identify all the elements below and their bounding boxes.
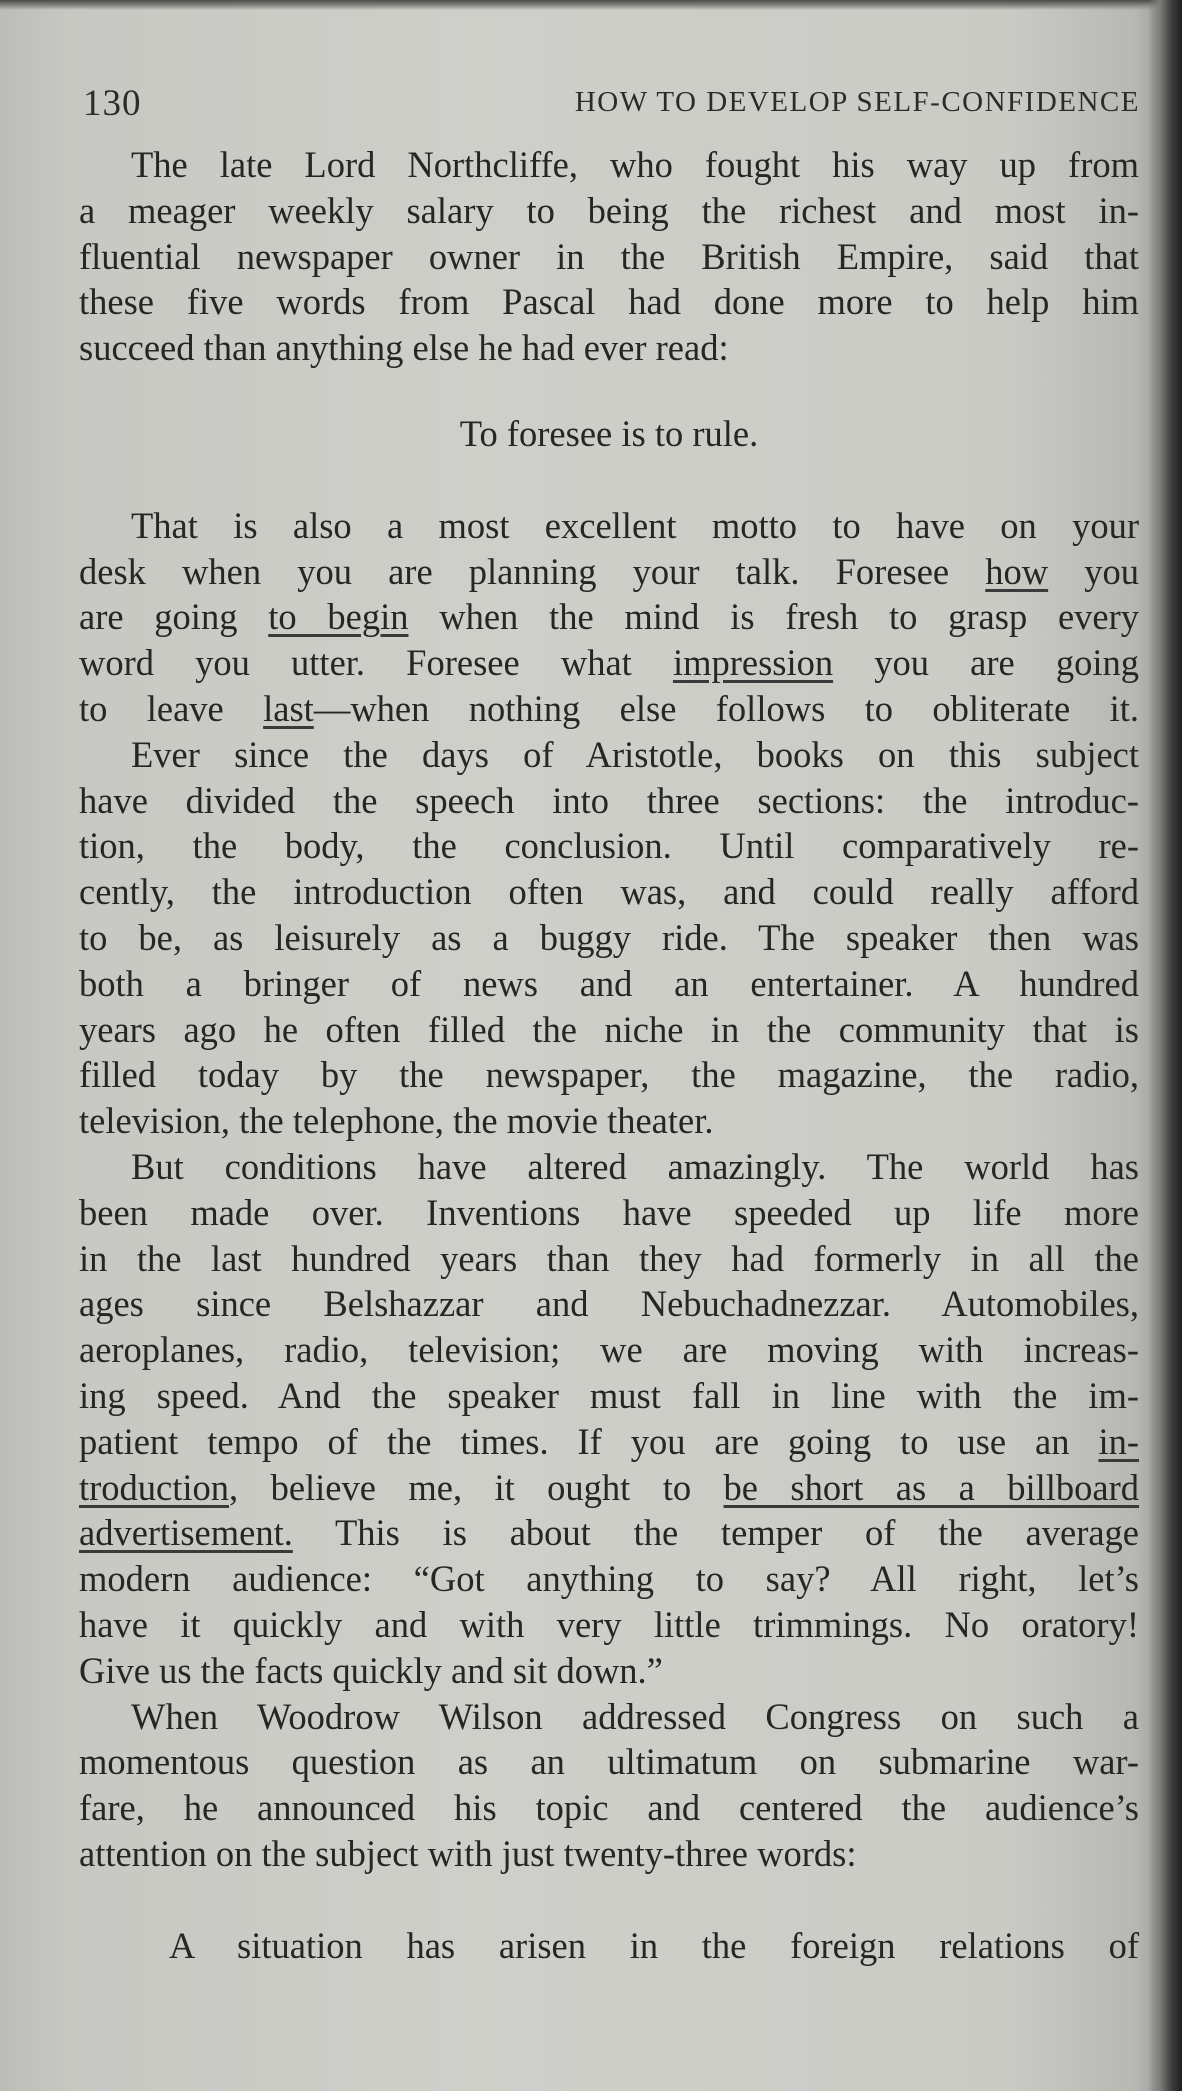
p2-line-1: That is also a most excellent motto to have on your xyxy=(131,504,1139,546)
p3-line-4: cently, the introduction often was, and could really afford xyxy=(79,871,1139,913)
p3-line-1: Ever since the days of Aristotle, books on this subject xyxy=(131,733,1139,775)
p4-line-3: in the last hundred years than they had formerly in all the xyxy=(79,1237,1139,1279)
p4-line-11: have it quickly and with very little trimmings. No oratory! xyxy=(79,1603,1139,1645)
p5-line-3: fare, he announced his topic and centered the audience’s xyxy=(79,1787,1139,1829)
p1-line-1: The late Lord Northcliffe, who fought his way up from xyxy=(131,144,1139,185)
p4-line-5: aeroplanes, radio, television; we are moving with increas- xyxy=(79,1329,1139,1371)
p4-line-10: modern audience: “Got anything to say? All right, let’s xyxy=(79,1558,1139,1600)
p3-line-9: television, the telephone, the movie theater. xyxy=(79,1100,714,1142)
p4-line-7: patient tempo of the times. If you are going to use an in- xyxy=(79,1420,1139,1462)
p1-line-3: fluential newspaper owner in the British Empire, said that xyxy=(79,235,1139,277)
p4-line-6: ing speed. And the speaker must fall in line with the im- xyxy=(79,1374,1139,1416)
underlined-phrase: be short as a billboard xyxy=(723,1466,1139,1508)
underlined-word: in- xyxy=(1098,1420,1139,1462)
p4-line-1: But conditions have altered amazingly. The world has xyxy=(131,1145,1139,1187)
p1-line-5: succeed than anything else he had ever read: xyxy=(79,327,729,369)
body-text xyxy=(79,142,1139,1968)
underlined-word: impression xyxy=(672,642,834,684)
p2-line-5: to leave last—when nothing else follows to obliterate it. xyxy=(79,687,1139,729)
page-number: 130 xyxy=(83,83,142,124)
p3-line-8: filled today by the newspaper, the magazine, the radio, xyxy=(79,1054,1139,1096)
p4-line-4: ages since Belshazzar and Nebuchadnezzar. Automobiles, xyxy=(79,1283,1139,1325)
underlined-word: how xyxy=(985,550,1049,592)
p5-line-4: attention on the subject with just twenty-three words: xyxy=(79,1832,857,1874)
page-top-edge-shadow xyxy=(0,0,1182,10)
p3-line-5: to be, as leisurely as a buggy ride. The speaker then was xyxy=(79,916,1139,958)
running-head-title: HOW TO DEVELOP SELF-CONFIDENCE xyxy=(574,86,1140,118)
underlined-word: advertisement. xyxy=(79,1512,293,1554)
underlined-word: last xyxy=(263,687,314,729)
p4-line-8: troduction, believe me, it ought to be short as a billboard xyxy=(79,1466,1139,1508)
p1-line-4: these five words from Pascal had done more to help him xyxy=(79,281,1139,323)
p6-line-1: A situation has arisen in the foreign relations of xyxy=(169,1924,1139,1966)
p2-line-3: are going to begin when the mind is fresh to grasp every xyxy=(79,596,1140,638)
p1-line-2: a meager weekly salary to being the richest and most in- xyxy=(79,189,1139,231)
book-spine-shadow xyxy=(1148,0,1182,2091)
p3-line-3: tion, the body, the conclusion. Until comparatively re- xyxy=(79,825,1139,867)
p4-line-9: advertisement. This is about the temper of the average xyxy=(79,1512,1139,1554)
p3-line-7: years ago he often filled the niche in the community that is xyxy=(79,1008,1139,1050)
p2-line-4: word you utter. Foresee what impression you are going xyxy=(79,642,1139,684)
p5-line-1: When Woodrow Wilson addressed Congress on such a xyxy=(131,1695,1139,1737)
p5-line-2: momentous question as an ultimatum on submarine war- xyxy=(79,1741,1139,1783)
p2-line-2: desk when you are planning your talk. Foresee how you xyxy=(79,550,1139,592)
block-quote: To foresee is to rule. xyxy=(459,412,759,454)
p3-line-2: have divided the speech into three sections: the introduc- xyxy=(79,779,1139,821)
p3-line-6: both a bringer of news and an entertainer. A hundred xyxy=(79,962,1139,1004)
p4-line-12: Give us the facts quickly and sit down.” xyxy=(79,1649,663,1691)
underlined-word: to begin xyxy=(268,596,409,638)
underlined-word: troduction xyxy=(79,1466,230,1508)
p4-line-2: been made over. Inventions have speeded up life more xyxy=(79,1191,1139,1233)
